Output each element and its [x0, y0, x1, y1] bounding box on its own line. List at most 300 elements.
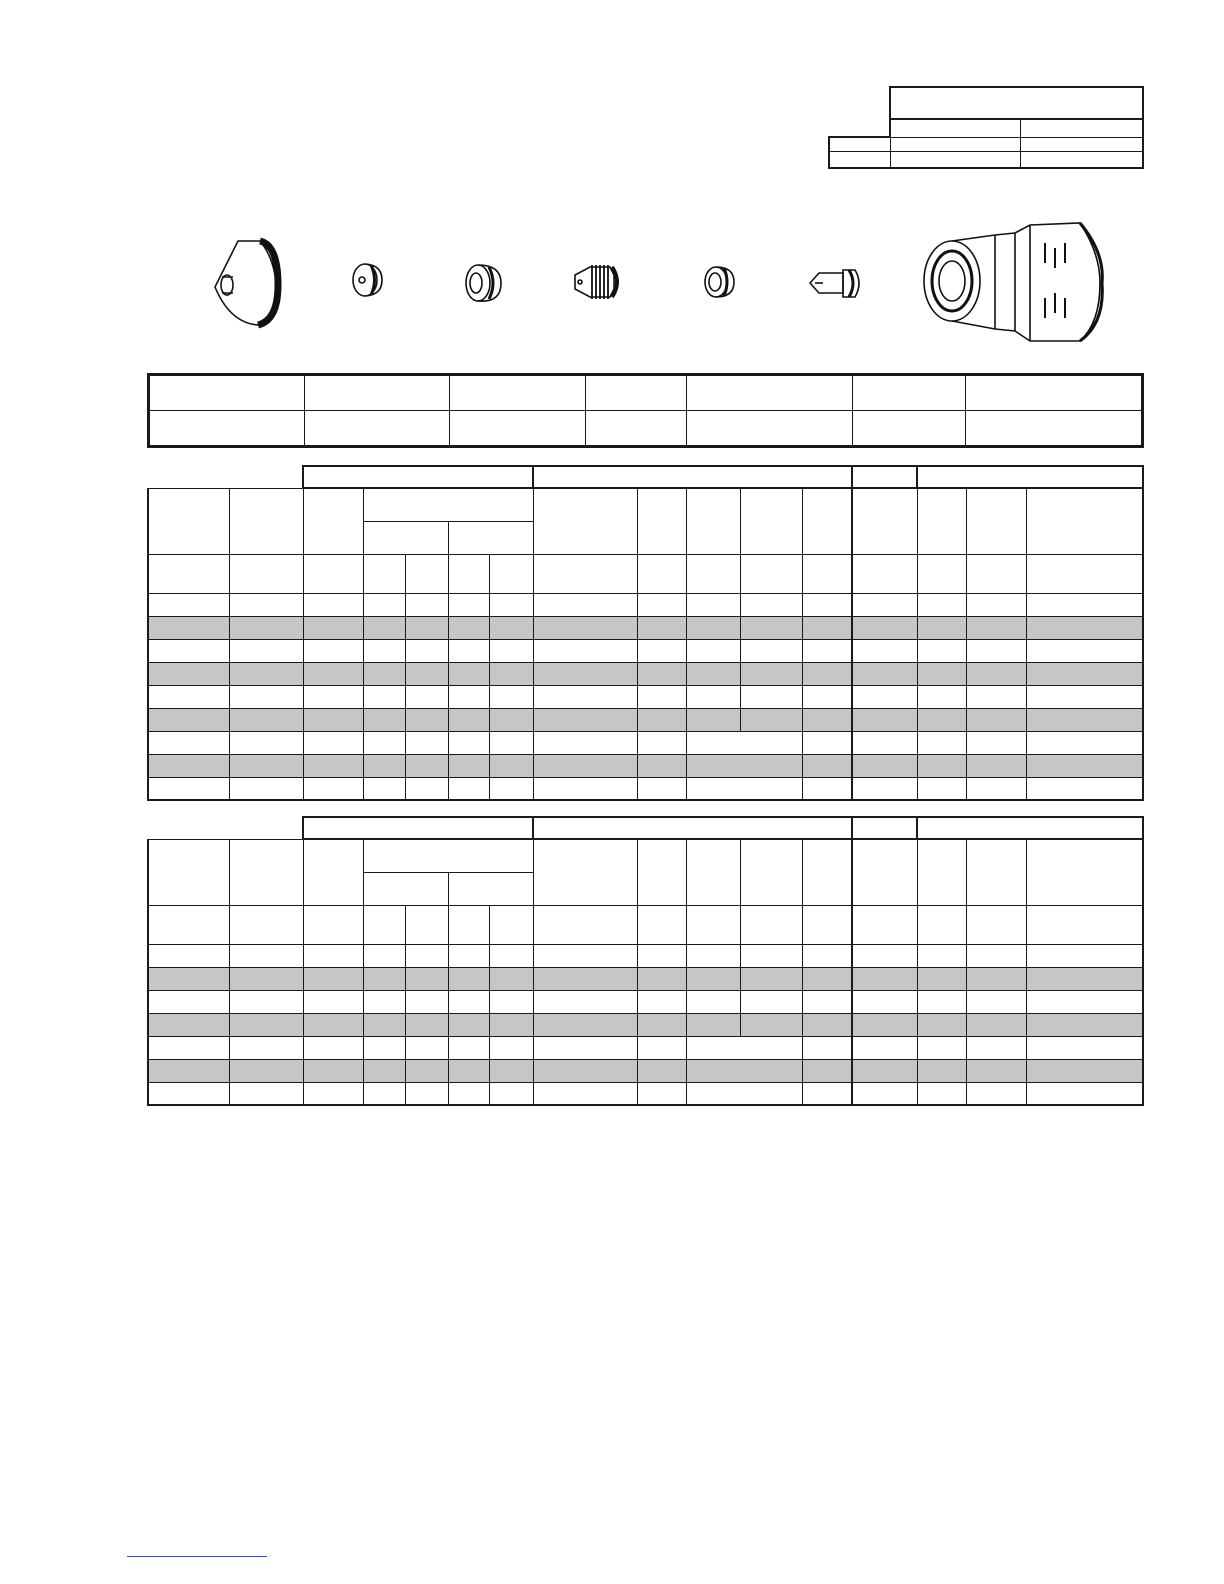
table-cell: [802, 685, 852, 708]
table-cell: [363, 777, 405, 800]
unit-cell: [303, 905, 363, 944]
table-cell: [303, 1059, 363, 1082]
table-cell: [686, 731, 802, 754]
table-cell: [489, 731, 533, 754]
table-cell: [1026, 1013, 1143, 1036]
group-header-settings: [533, 466, 852, 488]
table-cell: [966, 593, 1026, 616]
table-cell: [363, 1059, 405, 1082]
table-cell: [405, 639, 448, 662]
table-cell: [533, 685, 637, 708]
table-row: [148, 1036, 1143, 1059]
table-cell: [303, 616, 363, 639]
table-cell: [148, 708, 229, 731]
table-cell: [686, 990, 740, 1013]
table-cell: [852, 990, 917, 1013]
footer-link[interactable]: [127, 1556, 267, 1557]
table-cell: [448, 662, 489, 685]
col-header: [917, 839, 966, 905]
table-cell: [686, 777, 802, 800]
col-header: [363, 488, 533, 521]
table-cell: [148, 1059, 229, 1082]
table-cell: [533, 777, 637, 800]
unit-cell: [852, 554, 917, 593]
unit-cell: [802, 905, 852, 944]
table-cell: [229, 616, 303, 639]
header-box-row-a: [890, 137, 1020, 151]
col-header: [966, 488, 1026, 554]
table-cell: [229, 967, 303, 990]
table-cell: [448, 754, 489, 777]
table-cell: [966, 1013, 1026, 1036]
unit-cell: [966, 905, 1026, 944]
table-cell: [229, 1059, 303, 1082]
electrode-cap-icon: [705, 267, 734, 297]
table-cell: [489, 754, 533, 777]
table-cell: [363, 967, 405, 990]
col-header: [148, 488, 229, 554]
table-cell: [303, 593, 363, 616]
table-cell: [533, 990, 637, 1013]
unit-cell: [966, 554, 1026, 593]
part-numbers-table: [147, 373, 1144, 448]
table-cell: [802, 944, 852, 967]
table-cell: [917, 1036, 966, 1059]
col-header: [802, 488, 852, 554]
col-header: [966, 839, 1026, 905]
table-cell: [686, 967, 740, 990]
col-header: [686, 488, 740, 554]
unit-cell: [448, 905, 489, 944]
table-cell: [148, 754, 229, 777]
col-header: [303, 488, 363, 554]
col-header: [740, 488, 802, 554]
table-cell: [852, 1082, 917, 1105]
table-cell: [740, 593, 802, 616]
table-cell: [917, 1013, 966, 1036]
table-cell: [637, 1036, 686, 1059]
col-header: [229, 488, 303, 554]
table-cell: [229, 685, 303, 708]
table-cell: [852, 593, 917, 616]
electrode-icon: [810, 270, 859, 297]
unit-cell: [740, 905, 802, 944]
table-cell: [405, 593, 448, 616]
col-subheader: [448, 872, 533, 905]
table-cell: [489, 708, 533, 731]
table-cell: [637, 616, 686, 639]
table-cell: [405, 685, 448, 708]
table-cell: [966, 944, 1026, 967]
part-number: [150, 411, 305, 446]
table-cell: [148, 944, 229, 967]
unit-cell: [852, 905, 917, 944]
header-info-box: [828, 86, 1144, 167]
table-cell: [966, 685, 1026, 708]
part-header: [586, 376, 687, 411]
part-header: [450, 376, 586, 411]
table-cell: [740, 685, 802, 708]
table-cell: [148, 1013, 229, 1036]
table-cell: [740, 708, 802, 731]
table-cell: [405, 662, 448, 685]
table-cell: [448, 1082, 489, 1105]
table-cell: [229, 639, 303, 662]
table-cell: [1026, 1059, 1143, 1082]
table-row: [148, 1013, 1143, 1036]
unit-cell: [637, 554, 686, 593]
col-header: [852, 839, 917, 905]
table-cell: [1026, 1036, 1143, 1059]
table-cell: [686, 708, 740, 731]
table-cell: [966, 1059, 1026, 1082]
col-header: [1026, 839, 1143, 905]
table-cell: [852, 944, 917, 967]
table-cell: [637, 593, 686, 616]
part-number: [853, 411, 966, 446]
table-cell: [802, 662, 852, 685]
table-cell: [637, 639, 686, 662]
table-cell: [686, 685, 740, 708]
table-cell: [448, 990, 489, 1013]
group-header-pierce: [917, 466, 1143, 488]
table-cell: [363, 639, 405, 662]
table-cell: [966, 662, 1026, 685]
table-cell: [637, 685, 686, 708]
group-header-settings: [533, 817, 852, 839]
table-cell: [405, 990, 448, 1013]
table-cell: [148, 777, 229, 800]
table-cell: [917, 777, 966, 800]
table-cell: [303, 1013, 363, 1036]
cut-chart-lower: [147, 816, 1144, 1106]
table-cell: [802, 1036, 852, 1059]
table-cell: [303, 990, 363, 1013]
col-header: [740, 839, 802, 905]
torch-body-icon: [924, 223, 1102, 341]
table-cell: [966, 639, 1026, 662]
table-cell: [1026, 944, 1143, 967]
table-cell: [448, 1059, 489, 1082]
table-cell: [966, 1036, 1026, 1059]
table-cell: [740, 990, 802, 1013]
table-cell: [533, 1082, 637, 1105]
table-cell: [637, 777, 686, 800]
table-cell: [363, 1036, 405, 1059]
table-cell: [917, 1059, 966, 1082]
col-header: [1026, 488, 1143, 554]
table-cell: [489, 1082, 533, 1105]
table-row: [148, 662, 1143, 685]
table-cell: [448, 708, 489, 731]
table-cell: [303, 967, 363, 990]
table-cell: [148, 1036, 229, 1059]
table-cell: [533, 616, 637, 639]
table-cell: [448, 967, 489, 990]
table-cell: [802, 1059, 852, 1082]
table-cell: [489, 1013, 533, 1036]
table-cell: [533, 731, 637, 754]
table-cell: [489, 777, 533, 800]
col-header: [802, 839, 852, 905]
table-cell: [448, 639, 489, 662]
table-cell: [303, 708, 363, 731]
table-cell: [489, 944, 533, 967]
part-header: [150, 376, 305, 411]
col-header: [363, 839, 533, 872]
cut-chart-upper: [147, 465, 1144, 801]
header-box-row-b: [1020, 137, 1143, 151]
table-cell: [1026, 662, 1143, 685]
table-cell: [966, 967, 1026, 990]
table-cell: [966, 754, 1026, 777]
table-cell: [489, 662, 533, 685]
table-cell: [148, 1082, 229, 1105]
group-header-pierce: [917, 817, 1143, 839]
table-cell: [303, 662, 363, 685]
unit-cell: [405, 554, 448, 593]
table-cell: [686, 1059, 802, 1082]
table-cell: [852, 616, 917, 639]
col-header: [303, 839, 363, 905]
retaining-cap-icon: [353, 264, 382, 296]
table-cell: [533, 944, 637, 967]
table-cell: [802, 967, 852, 990]
part-number: [966, 411, 1142, 446]
table-cell: [405, 944, 448, 967]
table-cell: [148, 731, 229, 754]
group-header-gas: [303, 817, 533, 839]
table-cell: [229, 1013, 303, 1036]
table-cell: [533, 662, 637, 685]
table-cell: [686, 1036, 802, 1059]
table-cell: [533, 1013, 637, 1036]
table-cell: [303, 944, 363, 967]
table-cell: [533, 754, 637, 777]
header-box-spacer: [829, 119, 890, 137]
part-number: [586, 411, 687, 446]
table-cell: [448, 731, 489, 754]
col-header: [637, 488, 686, 554]
table-cell: [740, 1013, 802, 1036]
table-cell: [405, 1036, 448, 1059]
table-cell: [1026, 967, 1143, 990]
table-cell: [686, 616, 740, 639]
table-cell: [489, 616, 533, 639]
group-spacer: [148, 466, 303, 488]
table-cell: [533, 1036, 637, 1059]
table-cell: [448, 777, 489, 800]
consumables-illustration: [200, 215, 1120, 345]
table-cell: [229, 754, 303, 777]
header-box-col-b: [1020, 119, 1143, 137]
table-cell: [148, 685, 229, 708]
table-cell: [917, 990, 966, 1013]
table-cell: [802, 708, 852, 731]
unit-cell: [740, 554, 802, 593]
table-cell: [637, 944, 686, 967]
table-cell: [966, 616, 1026, 639]
table-cell: [686, 944, 740, 967]
table-cell: [229, 1036, 303, 1059]
table-cell: [740, 639, 802, 662]
table-cell: [489, 990, 533, 1013]
table-cell: [229, 1082, 303, 1105]
group-spacer: [148, 817, 303, 839]
col-header: [686, 839, 740, 905]
table-cell: [917, 1082, 966, 1105]
table-row: [148, 1059, 1143, 1082]
table-cell: [229, 662, 303, 685]
table-cell: [148, 616, 229, 639]
table-cell: [637, 754, 686, 777]
table-cell: [363, 1082, 405, 1105]
table-cell: [405, 1059, 448, 1082]
table-cell: [148, 639, 229, 662]
col-header: [917, 488, 966, 554]
col-header: [637, 839, 686, 905]
table-cell: [917, 967, 966, 990]
table-cell: [917, 616, 966, 639]
table-cell: [740, 944, 802, 967]
table-cell: [148, 967, 229, 990]
unit-cell: [303, 554, 363, 593]
table-cell: [148, 593, 229, 616]
table-cell: [637, 1059, 686, 1082]
part-number: [305, 411, 450, 446]
col-header: [148, 839, 229, 905]
table-cell: [917, 754, 966, 777]
table-cell: [303, 731, 363, 754]
table-cell: [966, 731, 1026, 754]
unit-cell: [637, 905, 686, 944]
col-header: [852, 488, 917, 554]
header-box-row-label: [829, 137, 890, 151]
table-cell: [802, 731, 852, 754]
table-cell: [852, 731, 917, 754]
header-box-col-a: [890, 119, 1020, 137]
table-cell: [303, 777, 363, 800]
table-cell: [489, 967, 533, 990]
table-row: [148, 777, 1143, 800]
nozzle-icon: [466, 265, 501, 301]
table-cell: [917, 708, 966, 731]
unit-cell: [489, 905, 533, 944]
header-box-title: [890, 87, 1143, 119]
swirl-ring-icon: [575, 265, 617, 299]
unit-cell: [917, 554, 966, 593]
table-cell: [802, 990, 852, 1013]
table-cell: [489, 639, 533, 662]
table-cell: [637, 731, 686, 754]
table-cell: [1026, 731, 1143, 754]
table-cell: [229, 593, 303, 616]
table-cell: [686, 754, 802, 777]
table-cell: [229, 777, 303, 800]
table-cell: [740, 616, 802, 639]
unit-cell: [1026, 905, 1143, 944]
col-header: [229, 839, 303, 905]
col-header: [533, 839, 637, 905]
table-cell: [917, 944, 966, 967]
table-cell: [637, 990, 686, 1013]
table-cell: [852, 777, 917, 800]
unit-cell: [448, 554, 489, 593]
table-cell: [1026, 777, 1143, 800]
table-cell: [852, 639, 917, 662]
table-cell: [1026, 685, 1143, 708]
col-subheader: [363, 872, 448, 905]
table-cell: [229, 990, 303, 1013]
header-box-spacer: [829, 87, 890, 119]
table-cell: [448, 1013, 489, 1036]
table-cell: [303, 685, 363, 708]
table-cell: [363, 990, 405, 1013]
table-cell: [802, 616, 852, 639]
table-cell: [533, 593, 637, 616]
table-cell: [533, 708, 637, 731]
table-cell: [966, 708, 1026, 731]
table-row: [148, 731, 1143, 754]
table-cell: [852, 754, 917, 777]
table-cell: [148, 990, 229, 1013]
table-cell: [363, 944, 405, 967]
table-cell: [448, 685, 489, 708]
unit-cell: [917, 905, 966, 944]
unit-cell: [148, 554, 229, 593]
col-subheader: [448, 521, 533, 554]
table-cell: [802, 639, 852, 662]
table-cell: [852, 1059, 917, 1082]
unit-cell: [148, 905, 229, 944]
table-cell: [405, 708, 448, 731]
table-cell: [489, 1059, 533, 1082]
table-row: [148, 685, 1143, 708]
unit-cell: [1026, 554, 1143, 593]
table-cell: [802, 1013, 852, 1036]
group-header-gas: [303, 466, 533, 488]
table-cell: [686, 1013, 740, 1036]
table-cell: [852, 685, 917, 708]
table-cell: [1026, 754, 1143, 777]
table-cell: [405, 967, 448, 990]
table-cell: [802, 777, 852, 800]
table-cell: [740, 662, 802, 685]
table-cell: [448, 616, 489, 639]
table-cell: [1026, 990, 1143, 1013]
table-cell: [1026, 1082, 1143, 1105]
unit-cell: [686, 905, 740, 944]
table-cell: [966, 990, 1026, 1013]
table-cell: [802, 593, 852, 616]
header-box-row-a-2: [890, 151, 1020, 168]
table-cell: [637, 662, 686, 685]
table-cell: [229, 944, 303, 967]
table-cell: [303, 1082, 363, 1105]
table-cell: [363, 708, 405, 731]
table-cell: [686, 1082, 802, 1105]
part-number: [687, 411, 853, 446]
table-cell: [852, 662, 917, 685]
table-row: [148, 990, 1143, 1013]
unit-cell: [405, 905, 448, 944]
unit-cell: [686, 554, 740, 593]
table-cell: [917, 639, 966, 662]
table-cell: [448, 593, 489, 616]
table-cell: [303, 639, 363, 662]
table-cell: [489, 593, 533, 616]
table-cell: [363, 1013, 405, 1036]
